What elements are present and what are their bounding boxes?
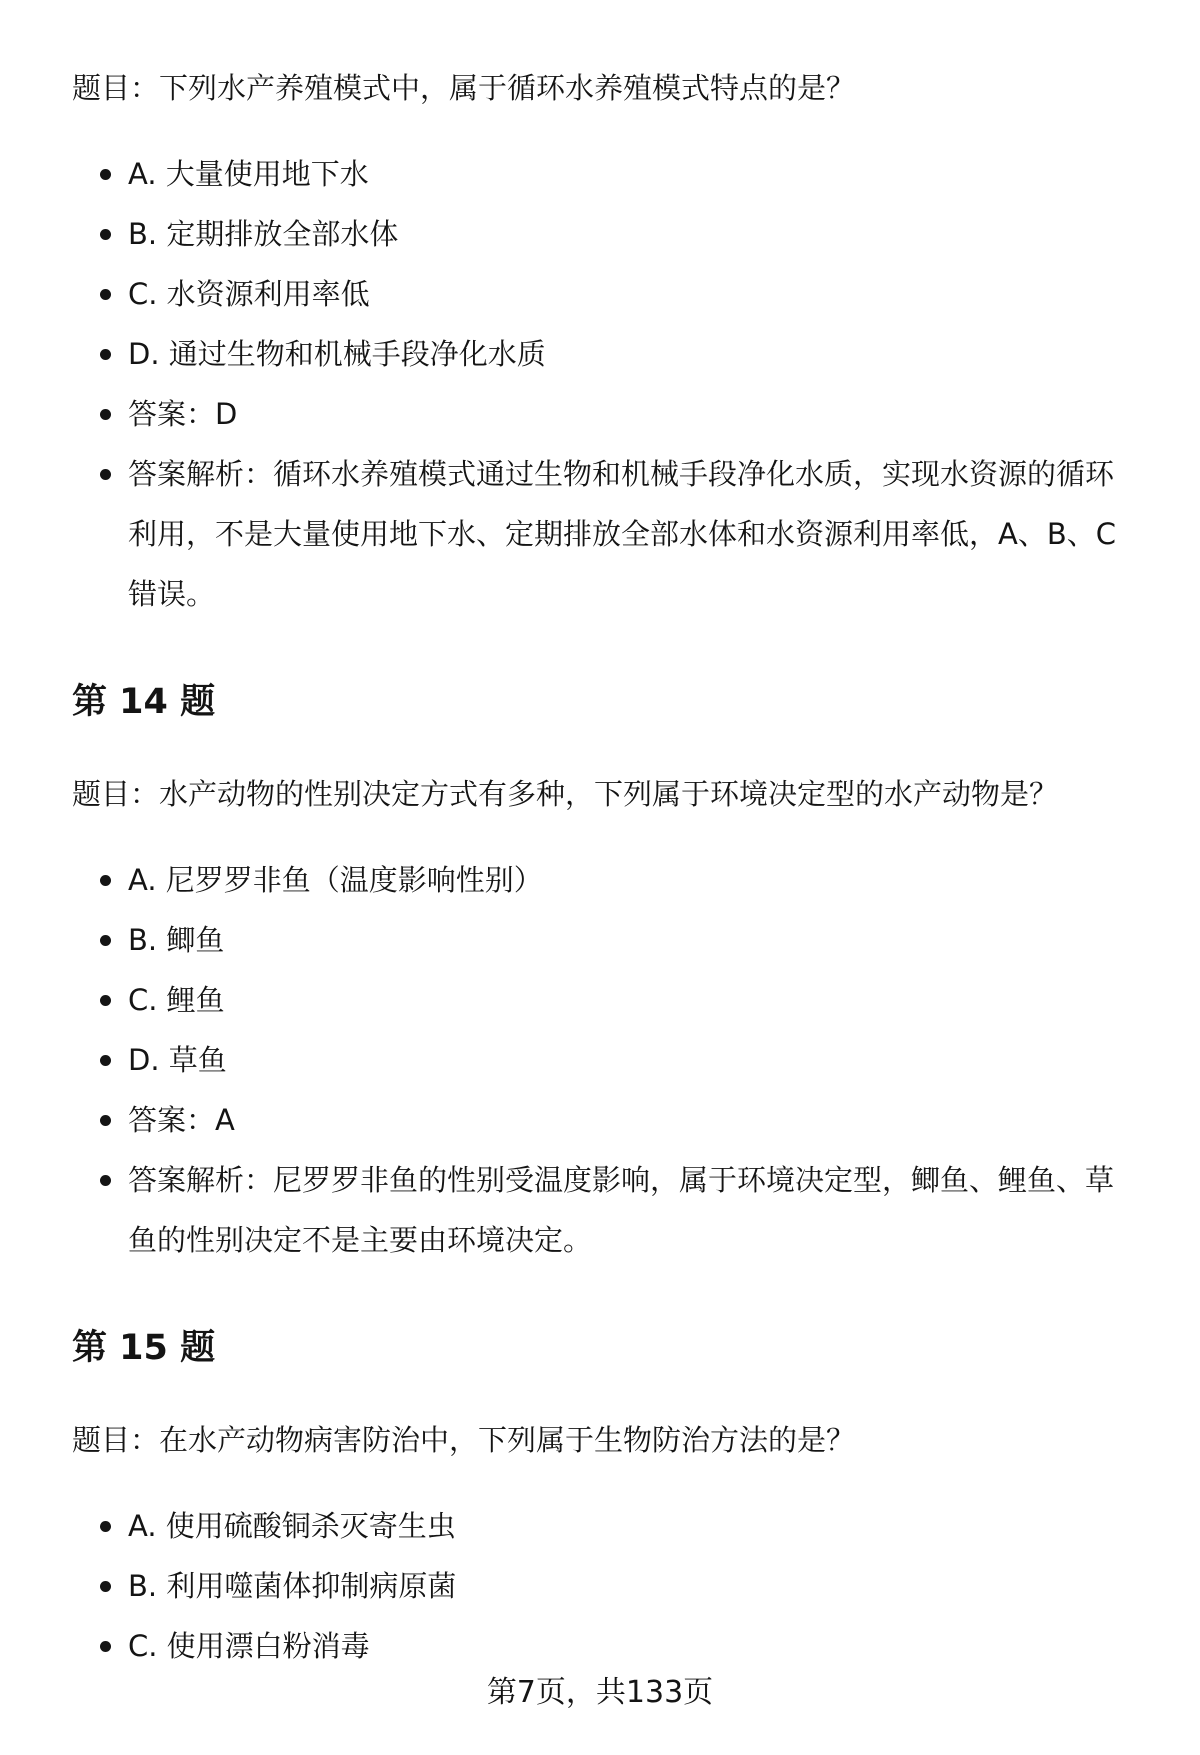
option-b: B. 利用噬菌体抑制病原菌 <box>72 1556 1142 1616</box>
option-a: A. 使用硫酸铜杀灭寄生虫 <box>72 1496 1142 1556</box>
option-list <box>72 1496 1142 1676</box>
question-13 <box>72 58 1142 624</box>
question-14 <box>72 674 1142 1270</box>
option-b: B. 定期排放全部水体 <box>72 204 1142 264</box>
question-text: 题目：在水产动物病害防治中，下列属于生物防治方法的是？ <box>72 1423 856 1457</box>
option-c: C. 鲤鱼 <box>72 970 1142 1030</box>
answer-explanation: 答案解析：循环水养殖模式通过生物和机械手段净化水质，实现水资源的循环利用，不是大量使用地下水、定期排放全部水体和水资源利用率低，A、B、C 错误。 <box>72 444 1142 624</box>
document-page <box>72 58 1142 1676</box>
option-d: D. 草鱼 <box>72 1030 1142 1090</box>
option-list <box>72 144 1142 624</box>
question-heading: 第 14 题 <box>72 682 216 722</box>
question-15 <box>72 1320 1142 1676</box>
question-text: 题目：下列水产养殖模式中，属于循环水养殖模式特点的是？ <box>72 71 856 105</box>
answer: 答案：D <box>72 384 1142 444</box>
answer-explanation: 答案解析：尼罗罗非鱼的性别受温度影响，属于环境决定型，鲫鱼、鲤鱼、草鱼的性别决定不是主要由环境决定。 <box>72 1150 1142 1270</box>
page-number-footer: 第7页，共133页 <box>486 1675 714 1710</box>
option-b: B. 鲫鱼 <box>72 910 1142 970</box>
option-c: C. 使用漂白粉消毒 <box>72 1616 1142 1676</box>
option-d: D. 通过生物和机械手段净化水质 <box>72 324 1142 384</box>
option-c: C. 水资源利用率低 <box>72 264 1142 324</box>
answer: 答案：A <box>72 1090 1142 1150</box>
question-text: 题目：水产动物的性别决定方式有多种，下列属于环境决定型的水产动物是？ <box>72 777 1059 811</box>
question-heading: 第 15 题 <box>72 1328 216 1368</box>
option-a: A. 尼罗罗非鱼（温度影响性别） <box>72 850 1142 910</box>
option-list <box>72 850 1142 1270</box>
option-a: A. 大量使用地下水 <box>72 144 1142 204</box>
